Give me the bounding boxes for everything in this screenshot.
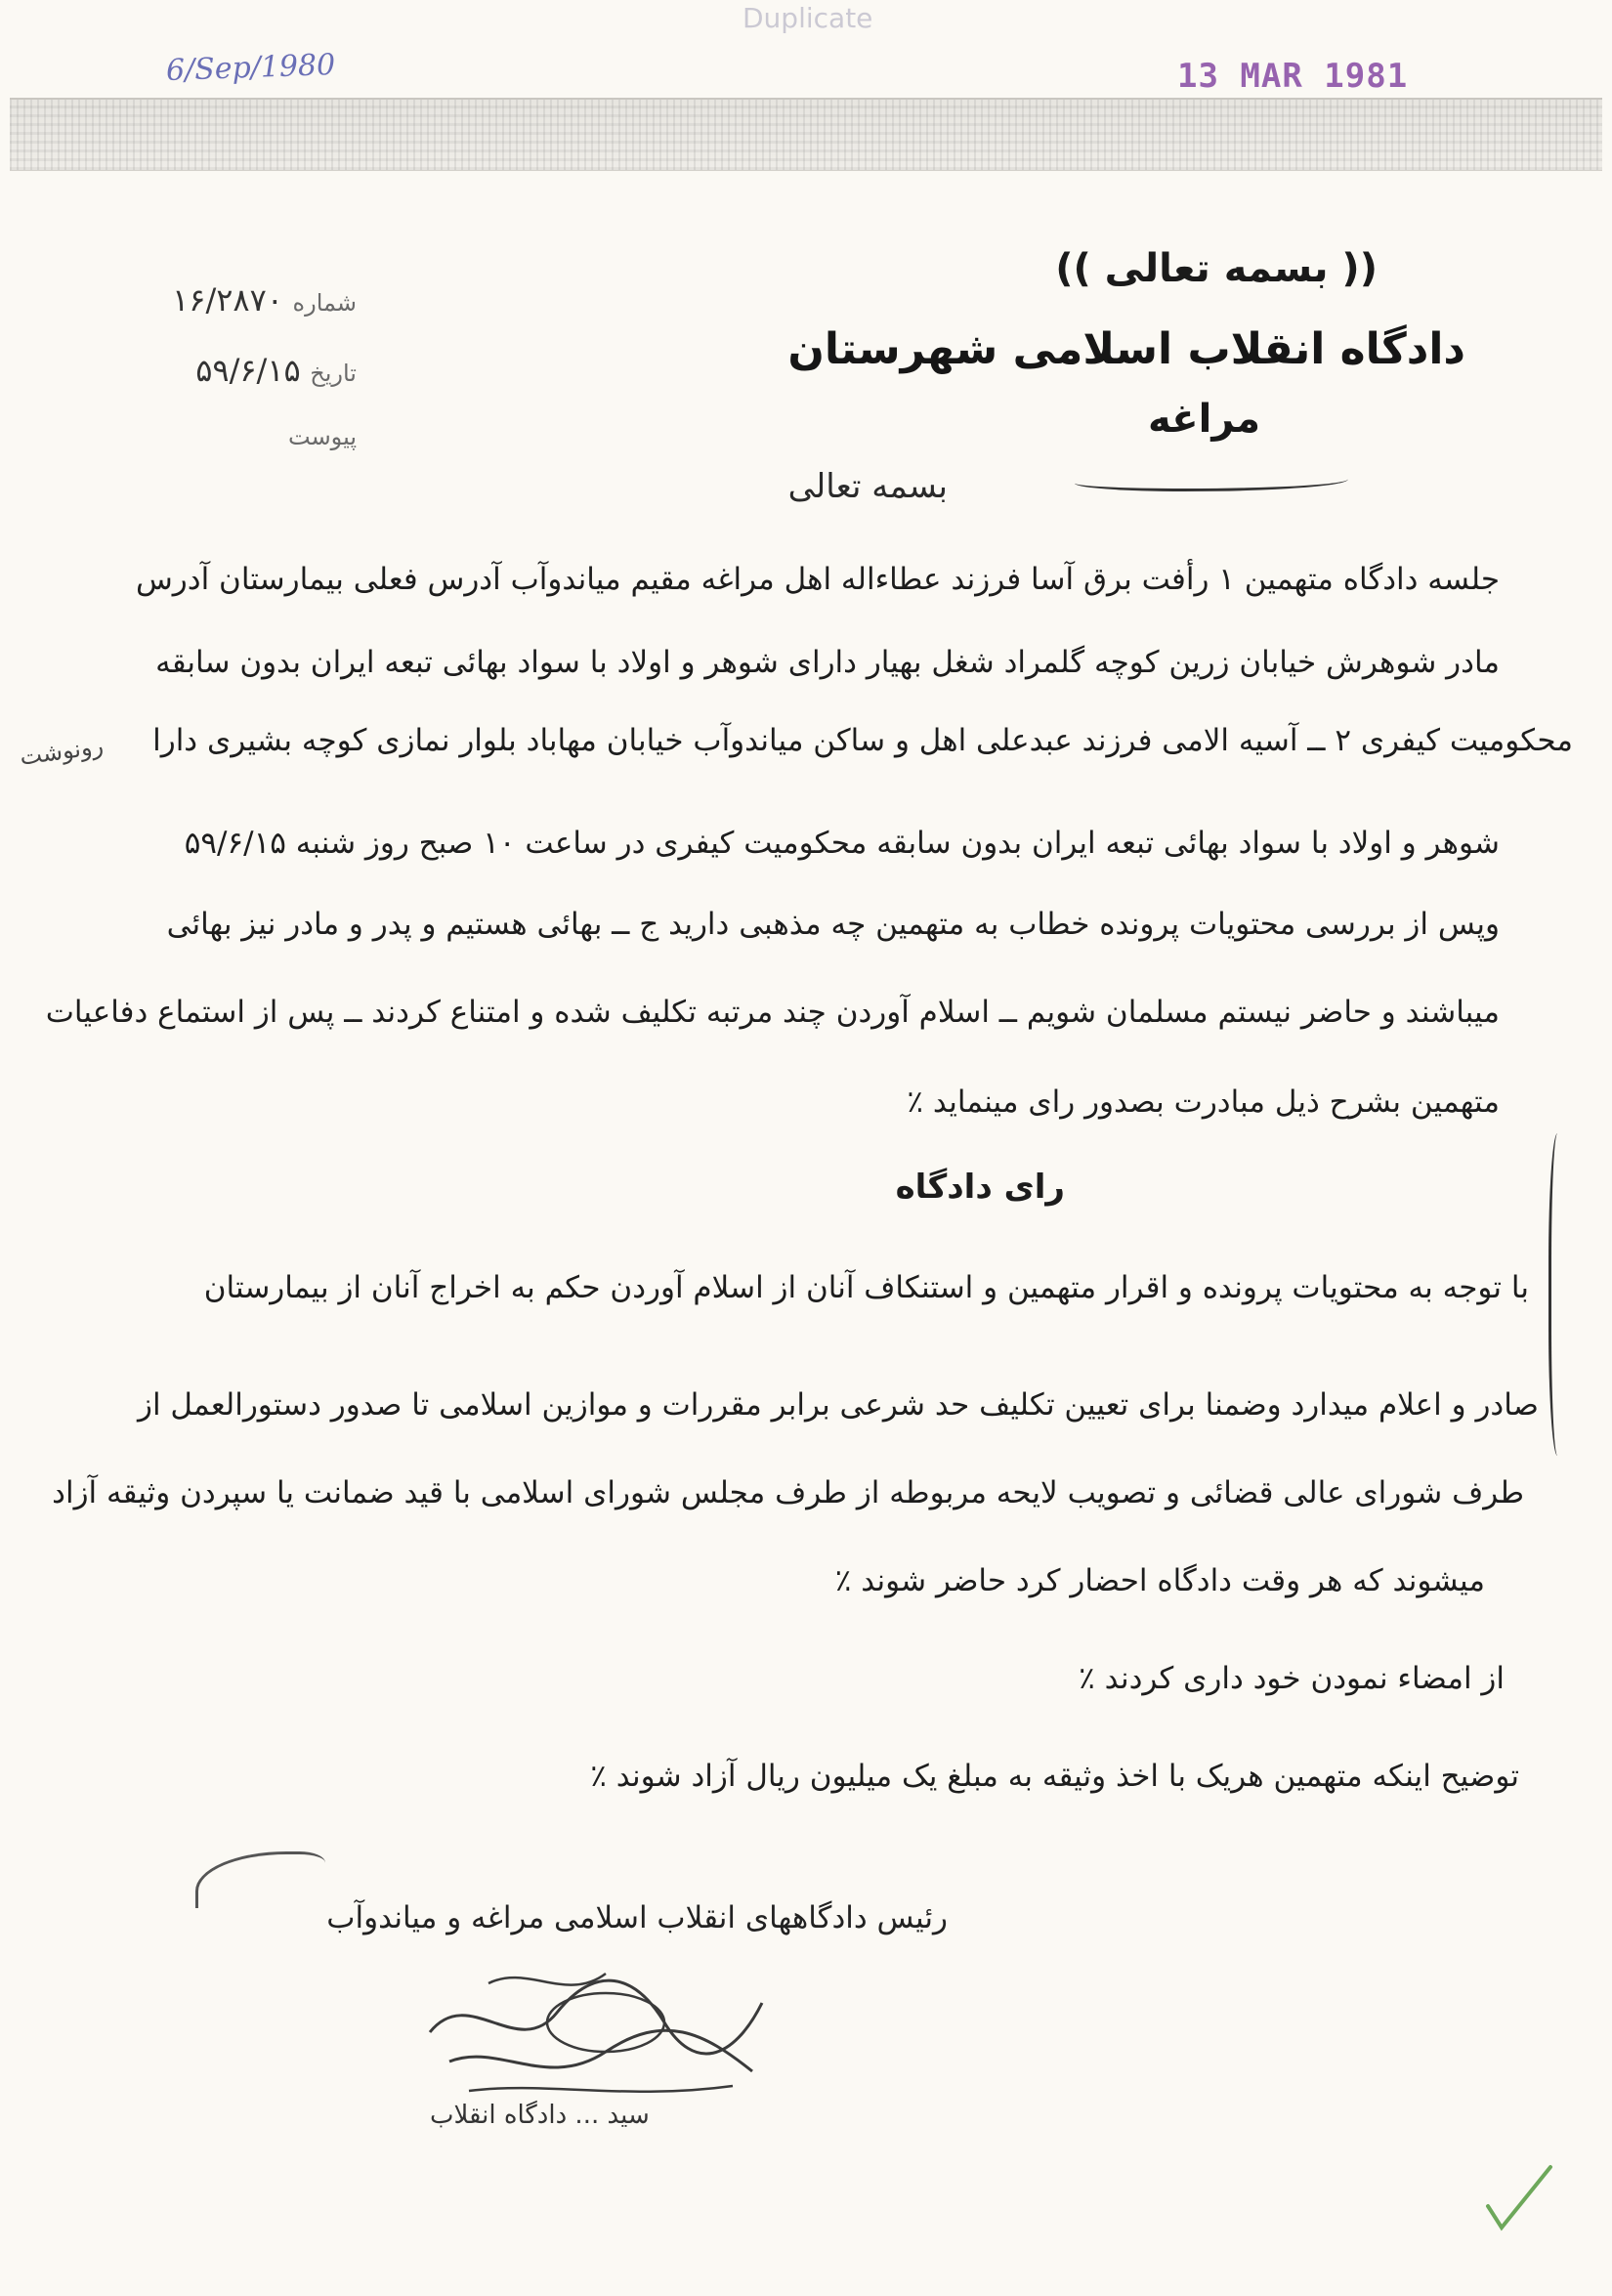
body-line: مادر شوهرش خیابان زرین کوچه گلمراد شغل بهیار دارای شوهر و اولاد با سواد بهائی تبعه ایران بدون سابقه — [155, 645, 1500, 680]
letter-date-row — [34, 352, 357, 389]
court-city: مراغه — [1148, 397, 1260, 442]
verdict-line: با توجه به محتویات پرونده و اقرار متهمین و استنکاف آنان از اسلام آوردن حکم به اخراج آنان از بیمارستان — [203, 1270, 1529, 1305]
body-line: شوهر و اولاد با سواد بهائی تبعه ایران بدون سابقه محکومیت کیفری در ساعت ۱۰ صبح روز شنبه ۵۹/۶/۱۵ — [184, 826, 1500, 861]
basmala-subheading: بسمه تعالی — [787, 467, 948, 506]
attachment-label: پیوست — [288, 423, 357, 450]
handwritten-date: 6/Sep/1980 — [165, 47, 336, 89]
faint-top-note: Duplicate — [742, 2, 873, 34]
verdict-line: طرف شورای عالی قضائی و تصویب لایحه مربوطه از طرف مجلس شورای اسلامی با قید ضمانت یا سپردن وثیقه آزاد — [52, 1475, 1524, 1510]
court-title: دادگاه انقلاب اسلامی شهرستان — [787, 324, 1465, 374]
letter-number-row — [34, 281, 357, 319]
decorative-swash — [1075, 471, 1348, 491]
signatory-name: سید ... دادگاه انقلاب — [430, 2101, 650, 2130]
number-value: ۱۶/۲۸۷۰ — [172, 281, 283, 319]
handwritten-signature-icon — [410, 1944, 782, 2110]
checkmark-icon — [1480, 2159, 1558, 2237]
photocopy-noise-band — [10, 98, 1602, 171]
number-label: شماره — [292, 289, 357, 317]
verdict-heading: رای دادگاه — [895, 1168, 1065, 1207]
basmala-heading: (( بسمه تعالی )) — [1055, 246, 1378, 291]
margin-bracket — [1548, 1133, 1571, 1456]
verdict-line: صادر و اعلام میدارد وضمنا برای تعیین تکلیف حد شرعی برابر مقررات و موازین اسلامی تا صدور دستورالعمل از — [137, 1387, 1539, 1423]
verdict-line: توضیح اینکه متهمین هریک با اخذ وثیقه به مبلغ یک میلیون ریال آزاد شوند ٪ — [590, 1759, 1519, 1794]
letter-attachment-row — [34, 418, 357, 452]
date-label: تاریخ — [310, 360, 357, 387]
body-line: متهمین بشرح ذیل مبادرت بصدور رای مینماید ٪ — [907, 1084, 1500, 1120]
body-line: وپس از بررسی محتویات پرونده خطاب به متهمین چه مذهبی دارید ج ــ بهائی هستیم و پدر و مادر نیز بهائی — [166, 907, 1500, 942]
verdict-line: میشوند که هر وقت دادگاه احضار کرد حاضر شوند ٪ — [834, 1563, 1485, 1598]
margin-handwritten-note: رونوشت — [18, 732, 106, 771]
signatory-title: رئیس دادگاههای انقلاب اسلامی مراغه و میاندوآب — [326, 1900, 948, 1935]
body-line: میباشند و حاضر نیستم مسلمان شویم ــ اسلام آوردن چند مرتبه تکلیف شده و امتناع کردند ــ پس از استماع دفاعیات — [45, 995, 1500, 1030]
body-line: محکومیت کیفری ۲ ــ آسیه الامی فرزند عبدعلی اهل و ساکن میاندوآب خیابان مهاباد بلوار نمازی کوچه بشیری دارا — [152, 723, 1573, 758]
handwritten-flourish — [195, 1851, 325, 1908]
received-date-stamp: 13 MAR 1981 — [1177, 57, 1409, 96]
verdict-line: از امضاء نمودن خود داری کردند ٪ — [1079, 1661, 1505, 1696]
body-line: جلسه دادگاه متهمین ۱ رأفت برق آسا فرزند عطاءاله اهل مراغه مقیم میاندوآب آدرس فعلی بیمارستان آدرس — [135, 562, 1500, 597]
date-value: ۵۹/۶/۱۵ — [195, 352, 301, 389]
